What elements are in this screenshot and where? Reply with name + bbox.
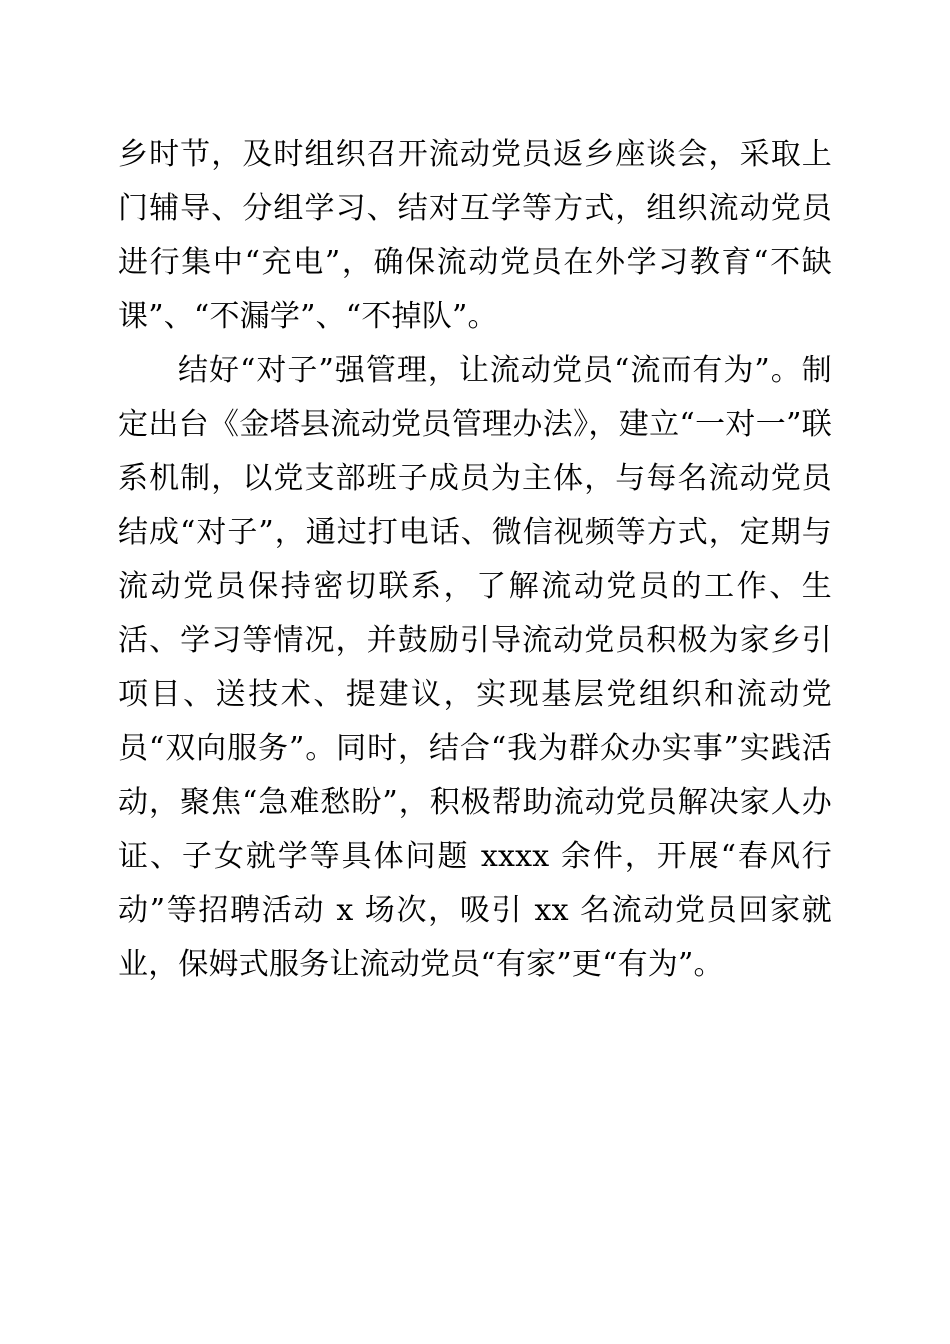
paragraph-1: 乡时节，及时组织召开流动党员返乡座谈会，采取上门辅导、分组学习、结对互学等方式，组织流动党员进行集中“充电”，确保流动党员在外学习教育“不缺课”、“不漏学”、“不掉队”。 [118,137,832,334]
paragraph-2: 结好“对子”强管理，让流动党员“流而有为”。制定出台《金塔县流动党员管理办法》，建立“一对一”联系机制，以党支部班子成员为主体，与每名流动党员结成“对子”，通过打电话、微信视频等方式，定期与流动党员保持密切联系，了解流动党员的工作、生活、学习等情况，并鼓励引导流动党员积极为家乡引项目、送技术、提建议，实现基层党组织和流动党员“双向服务”。同时，结合“我为群众办实事”实践活动，聚焦“急难愁盼”，积极帮助流动党员解决家人办证、子女就学等具体问题 xxxx 余件，开展“春风行动”等招聘活动 x 场次，吸引 xx 名流动党员回家就业，保姆式服务让流动党员“有家”更“有为”。 [118,353,832,982]
document-body [118,128,832,992]
